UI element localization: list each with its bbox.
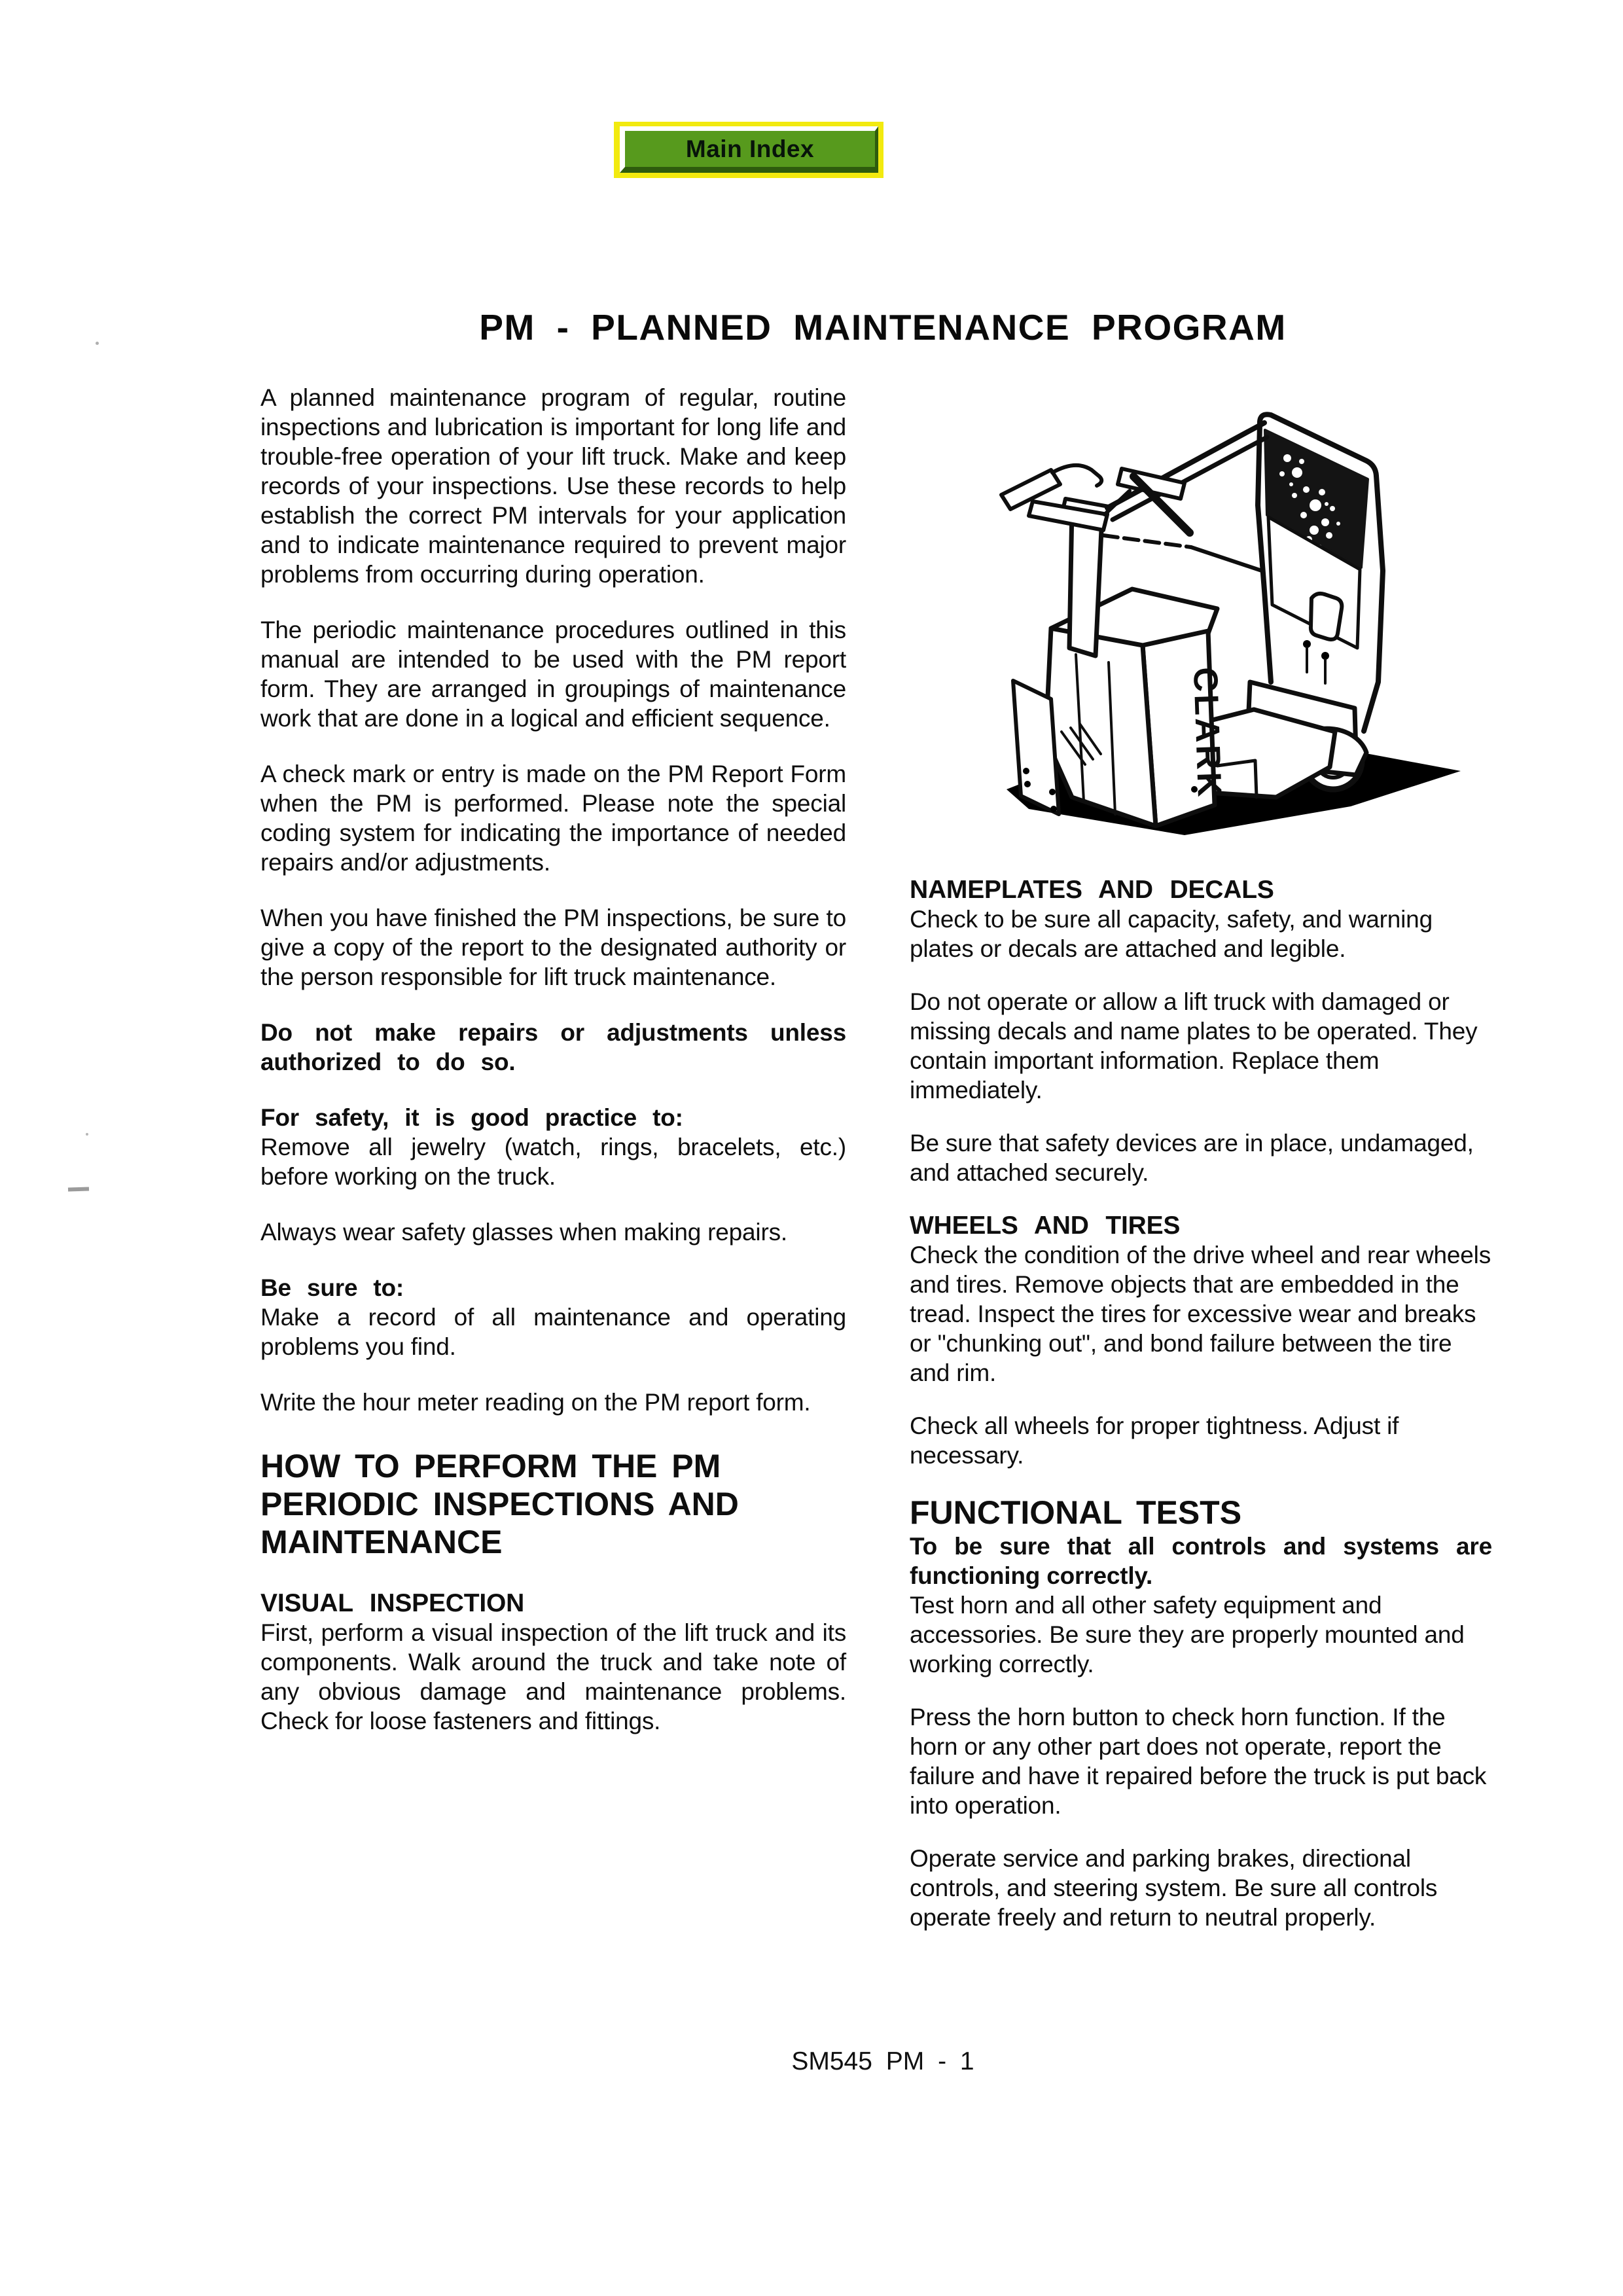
page-title: PM - PLANNED MAINTENANCE PROGRAM <box>479 307 1287 348</box>
paragraph: Press the horn button to check horn function. If the horn or any other part does not operate, report the failure and have it repaired before the truck is put back into operation. <box>910 1704 1487 1819</box>
right-column <box>910 875 1492 1932</box>
paragraph: A planned maintenance program of regular, routine inspections and lubrication is important for long life and trouble-free operation of your lift truck. Make and keep records of your inspections. Use these records to help establish the correct PM intervals for your application and to indicate maintenance required to prevent major problems from occurring during operation. <box>260 384 846 588</box>
main-index-button-label: Main Index <box>685 135 815 162</box>
warning-note: Do not make repairs or adjustments unless authorized to do so. <box>260 1019 846 1075</box>
paragraph: First, perform a visual inspection of the lift truck and its components. Walk around the truck and take note of any obvious damage and maintenance problems. Check for loose fasteners and fittings. <box>260 1619 846 1734</box>
left-column <box>260 383 846 1736</box>
paragraph: Check to be sure all capacity, safety, and warning plates or decals are attached and legible. <box>910 906 1433 962</box>
paragraph: Check all wheels for proper tightness. Adjust if necessary. <box>910 1412 1399 1469</box>
paragraph: Always wear safety glasses when making repairs. <box>260 1219 787 1246</box>
paragraph: A check mark or entry is made on the PM Report Form when the PM is performed. Please note the special coding system for indicating the importance of needed repairs and/or adjustments. <box>260 761 846 876</box>
paragraph: Remove all jewelry (watch, rings, bracelets, etc.) before working on the truck. <box>260 1134 846 1190</box>
lift-truck-illustration <box>969 374 1525 865</box>
section-heading-functional-tests: FUNCTIONAL TESTS <box>910 1494 1242 1531</box>
lead-in-heading: To be sure that all controls and systems are functioning correctly. <box>910 1533 1492 1589</box>
paragraph: Write the hour meter reading on the PM report form. <box>260 1389 811 1416</box>
paragraph: Be sure that safety devices are in place, undamaged, and attached securely. <box>910 1130 1474 1186</box>
brand-logo-text: CLARK <box>1186 666 1229 800</box>
section-heading-how-to-perform: HOW TO PERFORM THE PM PERIODIC INSPECTIONS AND MAINTENANCE <box>260 1448 739 1560</box>
section-heading-wheels-tires: WHEELS AND TIRES <box>910 1211 1181 1240</box>
scan-artifact-dot <box>86 1133 88 1136</box>
lead-in-heading: For safety, it is good practice to: <box>260 1104 683 1131</box>
main-index-button-face <box>620 126 878 173</box>
paragraph: Make a record of all maintenance and operating problems you find. <box>260 1304 846 1360</box>
backrest-handle <box>1311 594 1342 639</box>
page-number-label: SM545 PM - 1 <box>791 2047 974 2075</box>
steering-mast <box>1069 509 1102 656</box>
scan-artifact-dot <box>96 342 99 345</box>
section-heading-visual-inspection: VISUAL INSPECTION <box>260 1589 525 1617</box>
paragraph: When you have finished the PM inspections, be sure to give a copy of the report to the designated authority or the person responsible for lift truck maintenance. <box>260 905 846 990</box>
paragraph: Do not operate or allow a lift truck with damaged or missing decals and name plates to be operated. They contain important information. Replace them immediately. <box>910 988 1478 1103</box>
paragraph: Test horn and all other safety equipment and accessories. Be sure they are properly mounted and working correctly. <box>910 1592 1465 1677</box>
section-heading-nameplates: NAMEPLATES AND DECALS <box>910 876 1274 904</box>
main-index-button[interactable] <box>614 122 883 178</box>
paragraph: The periodic maintenance procedures outlined in this manual are intended to be used with the PM report form. They are arranged in groupings of maintenance work that are done in a logical and efficient sequence. <box>260 617 846 732</box>
paragraph: Operate service and parking brakes, directional controls, and steering system. Be sure all controls operate freely and return to neutral properly. <box>910 1845 1438 1931</box>
scan-artifact-dash <box>68 1187 89 1191</box>
paragraph: Check the condition of the drive wheel and rear wheels and tires. Remove objects that are embedded in the tread. Inspect the tires for excessive wear and breaks or "chunking out", and bond failure between the tire and rim. <box>910 1242 1491 1386</box>
lead-in-heading: Be sure to: <box>260 1274 404 1301</box>
